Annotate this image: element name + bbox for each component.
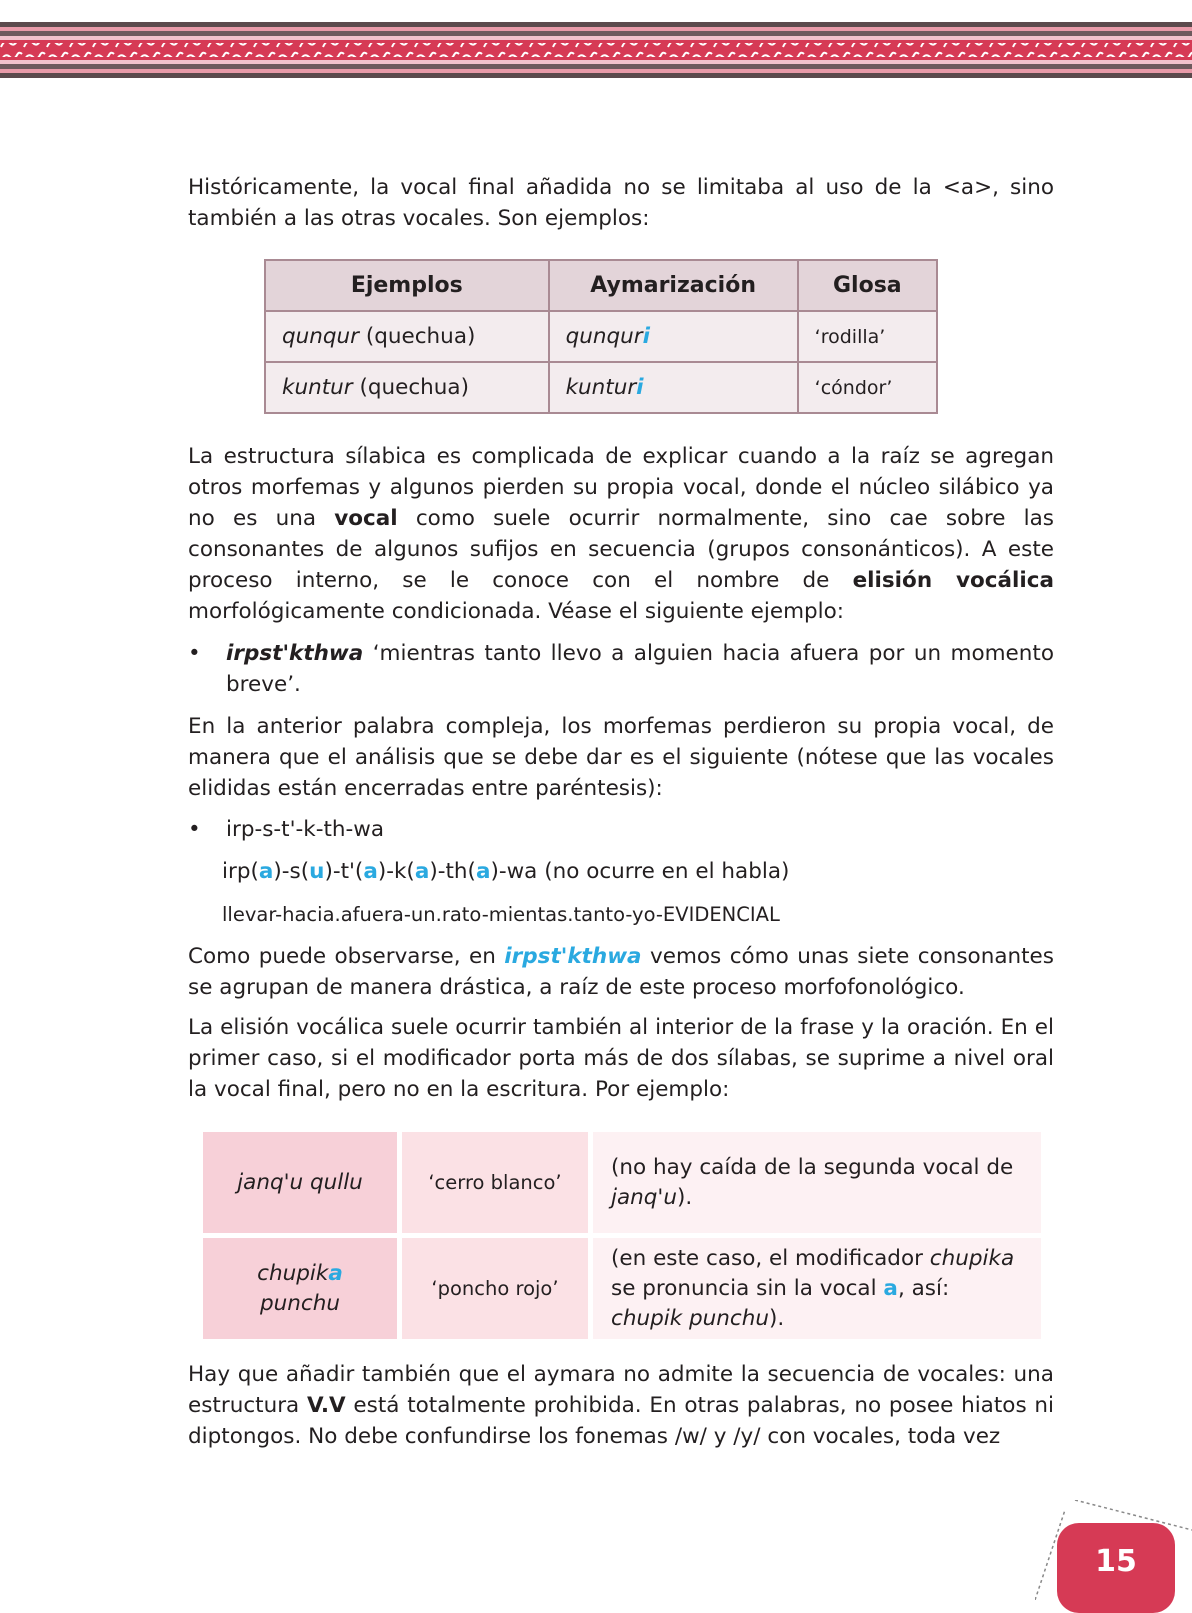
segmented-word: irp-s-t'-k-th-wa [226,817,385,842]
bullet-segmentation [188,814,384,845]
syllable-structure-paragraph: La estructura sílabica es complicada de explicar cuando a la raíz se agregan otros morfemas y algunos pierden su propia vocal, donde el núcleo silábico ya no es una vocal como suele ocurrir normalmente, sino cae sobre las consonantes de algunos sufijos en secuencia (grupos consonánticos). A este proceso interno, se le conoce con el nombre de elisión vocálica morfológicamente condicionada. Véase el siguiente ejemplo: [188,444,1055,624]
table-row [203,1132,1041,1233]
vowel-sequence-paragraph: Hay que añadir también que el aymara no admite la secuencia de vocales: una estructura V.V está totalmente prohibida. En otras palabras, no posee hiatos ni diptongos. No debe confundirse los fonemas /w/ y /y/ con vocales, toda vez [188,1362,1054,1449]
morpheme-analysis-line: irp(a)-s(u)-t'(a)-k(a)-th(a)-wa (no ocurre en el habla) [222,859,790,884]
phrase-cell: chupika punchu [203,1238,397,1339]
gloss-cell: ‘cerro blanco’ [402,1132,588,1233]
gloss-cell: ‘rodilla’ [798,311,937,362]
aymarization-table [264,259,938,414]
example-cell: kuntur (quechua) [265,362,549,413]
aymarization-cell: qunquri [549,311,798,362]
bullet-example-word: • irpst'kthwa ‘mientras tanto llevo a alguien hacia afuera por un momento breve’. [188,638,1054,700]
example-cell: qunqur (quechua) [265,311,549,362]
gloss-cell: ‘cóndor’ [798,362,937,413]
column-header: Aymarización [549,260,798,311]
page-number: 15 [1057,1523,1175,1613]
bullet-dot: • [188,817,201,842]
analysis-intro-paragraph: En la anterior palabra compleja, los morfemas perdieron su propia vocal, de manera que el análisis que se debe dar es el siguiente (nótese que las vocales elididas están encerradas entre paréntesis): [188,714,1054,801]
phrase-examples-table [198,1127,1046,1344]
table-row [265,362,937,413]
morpheme-gloss-line: llevar-hacia.afuera-un.rato-mientas.tanto-yo-EVIDENCIAL [222,903,780,926]
aymarization-cell: kunturi [549,362,798,413]
phrase-cell: janq'u qullu [203,1132,397,1233]
intro-paragraph: Históricamente, la vocal final añadida no se limitaba al uso de la <a>, sino también a las otras vocales. Son ejemplos: [188,175,1054,231]
table-row [203,1238,1041,1339]
column-header: Glosa [798,260,937,311]
table-header-row [265,260,937,311]
observation-paragraph: Como puede observarse, en irpst'kthwa vemos cómo unas siete consonantes se agrupan de manera drástica, a raíz de este proceso morfofonológico. [188,944,1054,1000]
decorative-border-band [0,22,1192,84]
note-cell: (en este caso, el modificador chupika se pronuncia sin la vocal a, así: chupik punchu). [593,1238,1041,1339]
column-header: Ejemplos [265,260,549,311]
table-row [265,311,937,362]
bullet-dot: • [188,641,201,666]
note-cell: (no hay caída de la segunda vocal de janq'u). [593,1132,1041,1233]
phrase-elision-paragraph: La elisión vocálica suele ocurrir también al interior de la frase y la oración. En el primer caso, si el modificador porta más de dos sílabas, se suprime a nivel oral la vocal final, pero no en la escritura. Por ejemplo: [188,1015,1054,1102]
gloss-cell: ‘poncho rojo’ [402,1238,588,1339]
